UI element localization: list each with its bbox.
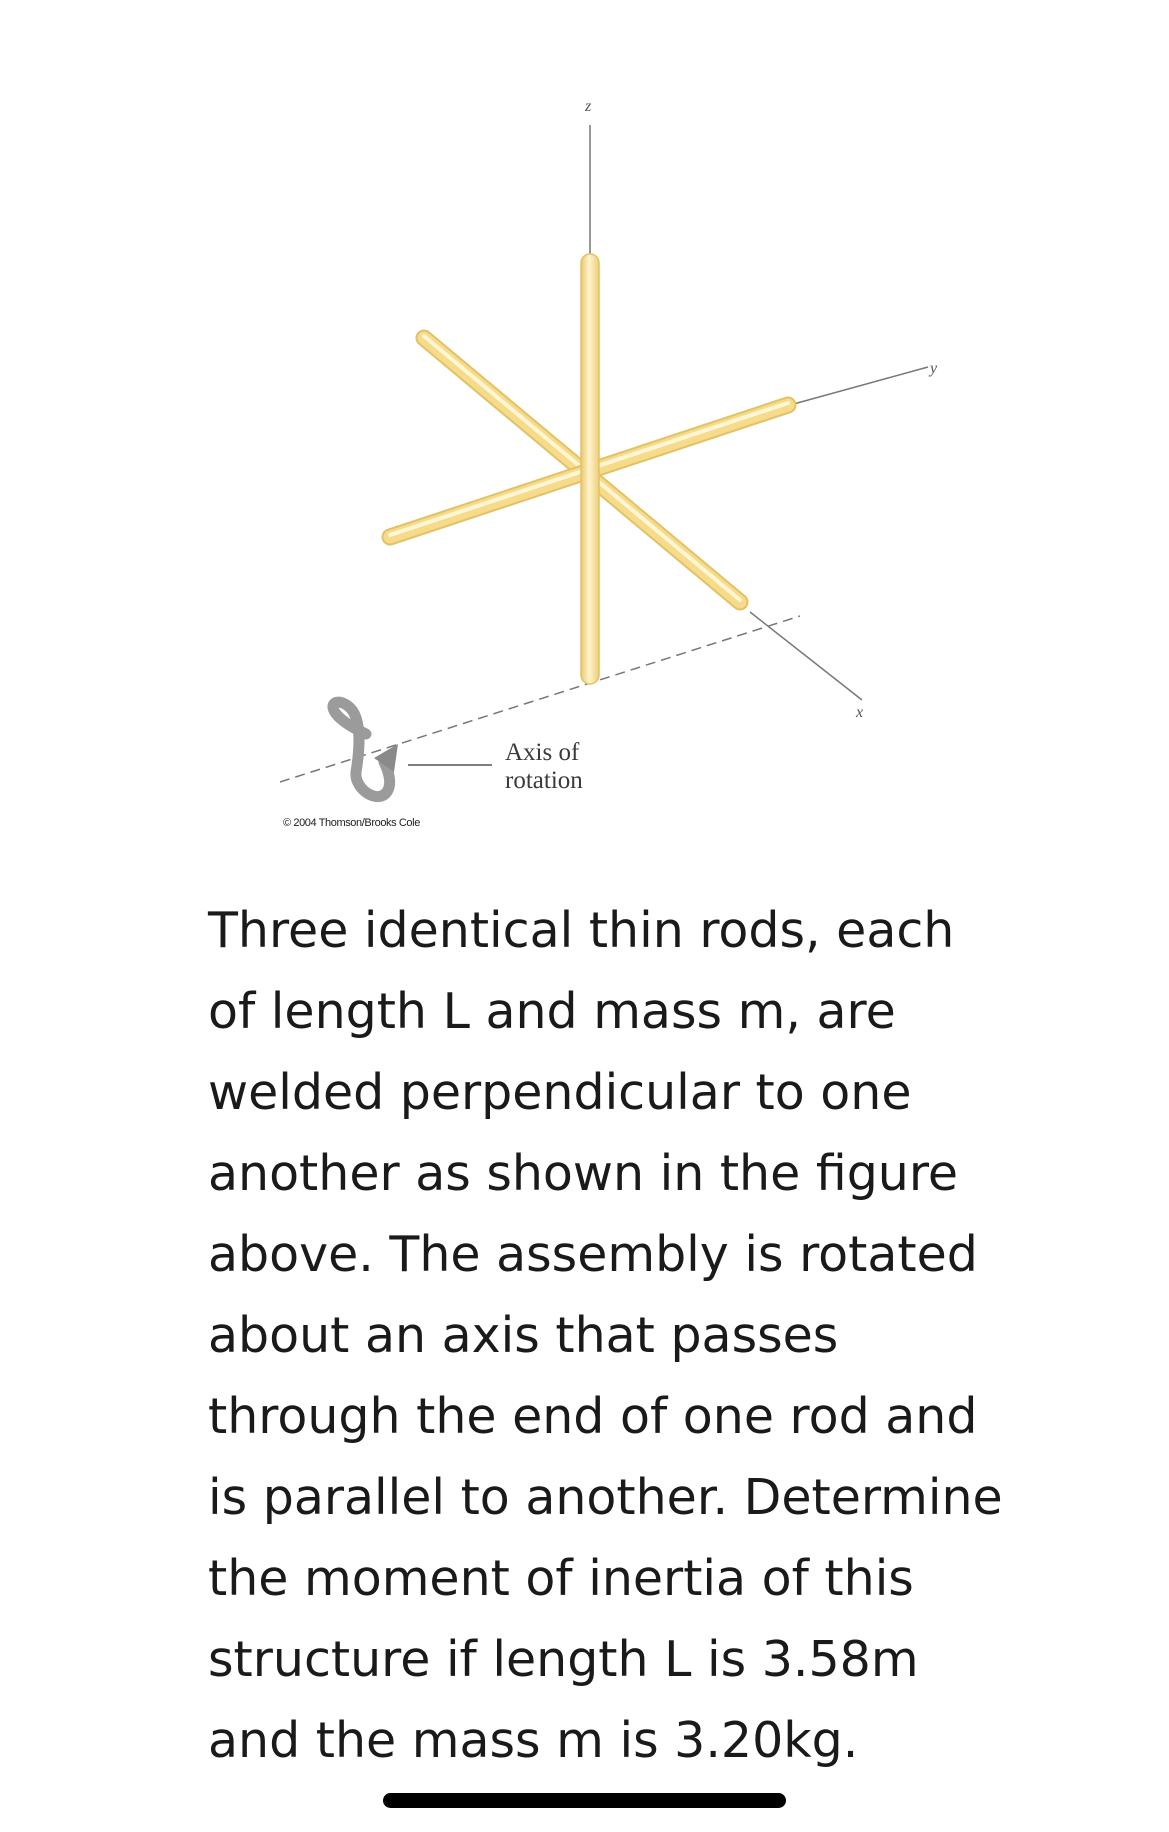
problem-line-4: another as shown in the figure <box>208 1145 959 1202</box>
problem-line-8: is parallel to another. Determine <box>208 1469 1003 1526</box>
problem-statement <box>208 890 1088 1781</box>
problem-line-1: Three identical thin rods, each <box>208 902 955 959</box>
rods-figure <box>0 0 1169 880</box>
axis-of-rotation-label-line2: rotation <box>505 767 583 794</box>
y-axis-label: y <box>930 360 938 377</box>
copyright-credit: © 2004 Thomson/Brooks Cole <box>283 817 420 829</box>
problem-line-7: through the end of one rod and <box>208 1388 978 1445</box>
z-rod <box>581 254 599 684</box>
problem-line-9: the moment of inertia of this <box>208 1550 914 1607</box>
rotation-arrow-icon <box>333 702 398 796</box>
problem-line-11: and the mass m is 3.20kg. <box>208 1712 859 1769</box>
home-indicator[interactable] <box>383 1793 786 1808</box>
y-axis-line <box>790 367 928 405</box>
problem-line-6: about an axis that passes <box>208 1307 839 1364</box>
z-axis-label: z <box>585 98 592 115</box>
x-axis-line <box>750 612 862 700</box>
problem-line-2: of length L and mass m, are <box>208 983 896 1040</box>
problem-line-10: structure if length L is 3.58m <box>208 1631 919 1688</box>
problem-line-5: above. The assembly is rotated <box>208 1226 978 1283</box>
problem-line-3: welded perpendicular to one <box>208 1064 912 1121</box>
x-axis-label: x <box>856 704 864 721</box>
axis-of-rotation-label-line1: Axis of <box>505 739 580 766</box>
